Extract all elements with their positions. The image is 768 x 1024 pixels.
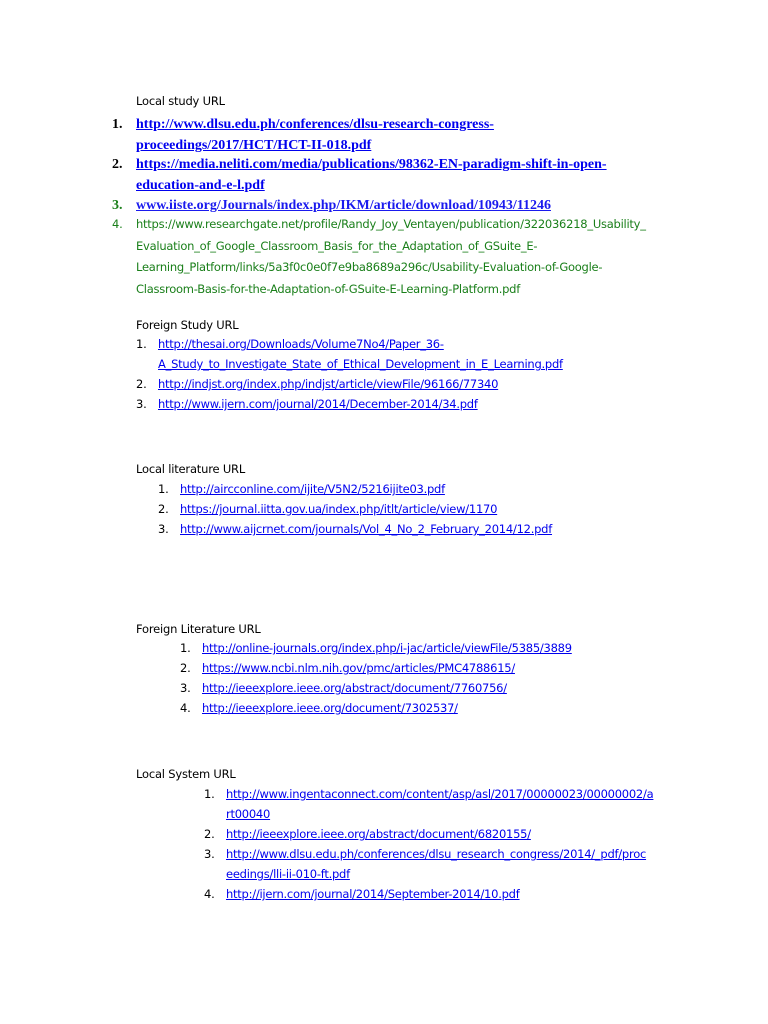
heading-local-system: Local System URL (136, 767, 236, 781)
list-number: 3. (158, 522, 169, 536)
url-link[interactable]: http://thesai.org/Downloads/Volume7No4/Paper_36- A_Study_to_Investigate_State_of_Ethical_Development_in_E_Learning.pdf (158, 337, 563, 371)
list-number: 4. (112, 217, 123, 231)
list-number: 2. (112, 157, 123, 172)
url-link[interactable]: http://www.aijcrnet.com/journals/Vol_4_No_2_February_2014/12.pdf (180, 522, 553, 536)
url-link[interactable]: www.iiste.org/Journals/index.php/IKM/article/download/10943/11246 (136, 198, 551, 213)
list-number: 3. (180, 681, 191, 695)
url-link[interactable]: https://journal.iitta.gov.ua/index.php/itlt/article/view/1170 (180, 502, 498, 516)
url-link[interactable]: http://www.dlsu.edu.ph/conferences/dlsu_research_congress/2014/_pdf/proc eedings/lli-ii-010-ft.pdf (226, 847, 647, 881)
url-link[interactable]: http://www.dlsu.edu.ph/conferences/dlsu-research-congress- proceedings/2017/HCT/HCT-II-018.pdf (136, 117, 494, 153)
list-number: 1. (180, 641, 191, 655)
list-number: 1. (204, 787, 215, 801)
heading-local-literature: Local literature URL (136, 462, 246, 476)
list-number: 2. (158, 502, 169, 516)
heading-foreign-study: Foreign Study URL (136, 318, 239, 332)
url-link[interactable]: http://ijern.com/journal/2014/September-2014/10.pdf (226, 887, 520, 901)
list-number: 3. (136, 397, 147, 411)
url-link[interactable]: http://online-journals.org/index.php/i-jac/article/viewFile/5385/3889 (202, 641, 572, 655)
list-number: 1. (158, 482, 169, 496)
list-number: 4. (204, 887, 215, 901)
heading-local-study: Local study URL (136, 94, 225, 108)
url-link[interactable]: https://www.researchgate.net/profile/Randy_Joy_Ventayen/publication/322036218_Usability_ Evaluation_of_Google_Classroom_Basis_for_the_Adaptation_of_GSuite_E- Learning_Platform/links/5a3f0c0e0f7e9ba8689a296c/Usability-Evaluation-of-Google- Classroom-Basis-for-the-Adaptation-of-GSuite-E-Learning-Platform.pdf (136, 217, 646, 296)
heading-foreign-literature: Foreign Literature URL (136, 622, 261, 636)
list-number: 3. (112, 198, 123, 213)
list-number: 1. (112, 117, 123, 132)
url-link[interactable]: https://media.neliti.com/media/publications/98362-EN-paradigm-shift-in-open- education-and-e-l.pdf (136, 157, 607, 193)
list-number: 2. (180, 661, 191, 675)
url-link[interactable]: http://indjst.org/index.php/indjst/article/viewFile/96166/77340 (158, 377, 499, 391)
url-link[interactable]: http://www.ijern.com/journal/2014/December-2014/34.pdf (158, 397, 478, 411)
url-link[interactable]: http://ieeexplore.ieee.org/document/7302537/ (202, 701, 458, 715)
list-number: 1. (136, 337, 147, 351)
url-link[interactable]: https://www.ncbi.nlm.nih.gov/pmc/articles/PMC4788615/ (202, 661, 515, 675)
list-number: 2. (204, 827, 215, 841)
url-link[interactable]: http://ieeexplore.ieee.org/abstract/document/7760756/ (202, 681, 507, 695)
url-link[interactable]: http://ieeexplore.ieee.org/abstract/document/6820155/ (226, 827, 531, 841)
url-link[interactable]: http://aircconline.com/ijite/V5N2/5216ijite03.pdf (180, 482, 445, 496)
list-number: 2. (136, 377, 147, 391)
list-number: 4. (180, 701, 191, 715)
list-number: 3. (204, 847, 215, 861)
url-link[interactable]: http://www.ingentaconnect.com/content/asp/asl/2017/00000023/00000002/a rt00040 (226, 787, 654, 821)
